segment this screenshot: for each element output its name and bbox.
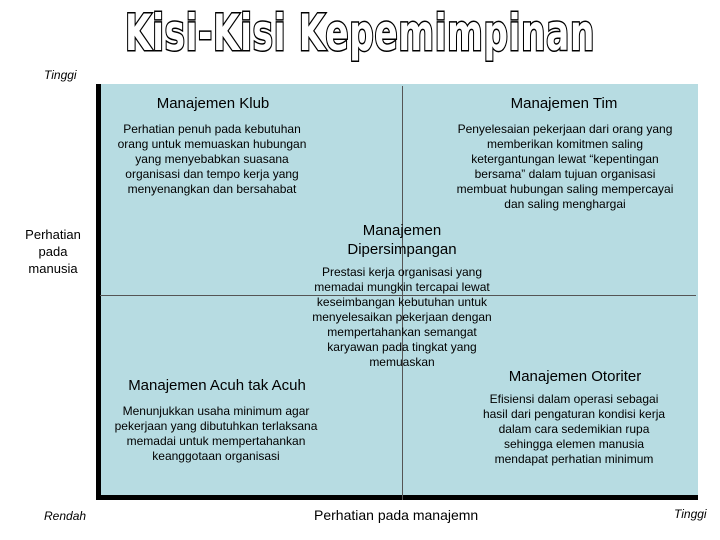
quadrant-bottom-right-body: Efisiensi dalam operasi sebagai hasil dari pengaturan kondisi kerja dalam cara sedemikian rupa sehingga elemen manusia mendapat perhatian minimum	[482, 392, 666, 466]
quadrant-top-left-body: Perhatian penuh pada kebutuhan orang untuk memuaskan hubungan yang menyebabkan suasana organisasi dan tempo kerja yang menyenangkan dan bersahabat	[117, 122, 307, 196]
center-body: Prestasi kerja organisasi yang memadai mungkin tercapai lewat keseimbangan kebutuhan untuk menyelesaikan pekerjaan dengan mempertahankan semangat karyawan pada tingkat yang memuaskan	[312, 265, 492, 369]
quadrant-bottom-right-heading: Manajemen Otoriter	[508, 368, 642, 385]
center-heading: Manajemen Dipersimpangan	[347, 222, 457, 258]
x-axis-high-label: Tinggi	[674, 507, 707, 521]
y-axis-high-label: Tinggi	[44, 68, 77, 82]
x-axis-label: Perhatian pada manajemn	[314, 507, 479, 523]
title-text: Kisi-Kisi Kepemimpinan	[125, 4, 595, 62]
quadrant-top-right-body: Penyelesaian pekerjaan dari orang yang memberikan komitmen saling ketergantungan lewat “kepentingan bersama” dalam tujuan organisasi membuat hubungan saling mempercayai dan saling menghargai	[456, 122, 674, 211]
origin-low-label: Rendah	[44, 509, 87, 523]
quadrant-bottom-left-heading: Manajemen Acuh tak Acuh	[128, 377, 306, 394]
page-title	[0, 0, 720, 62]
y-axis-label: Perhatian pada manusia	[25, 227, 81, 276]
quadrant-top-left-heading: Manajemen Klub	[156, 95, 270, 112]
quadrant-top-right-heading: Manajemen Tim	[510, 95, 618, 112]
quadrant-bottom-left-body: Menunjukkan usaha minimum agar pekerjaan yang dibutuhkan terlaksana memadai untuk mempertahankan keanggotaan organisasi	[114, 404, 318, 463]
